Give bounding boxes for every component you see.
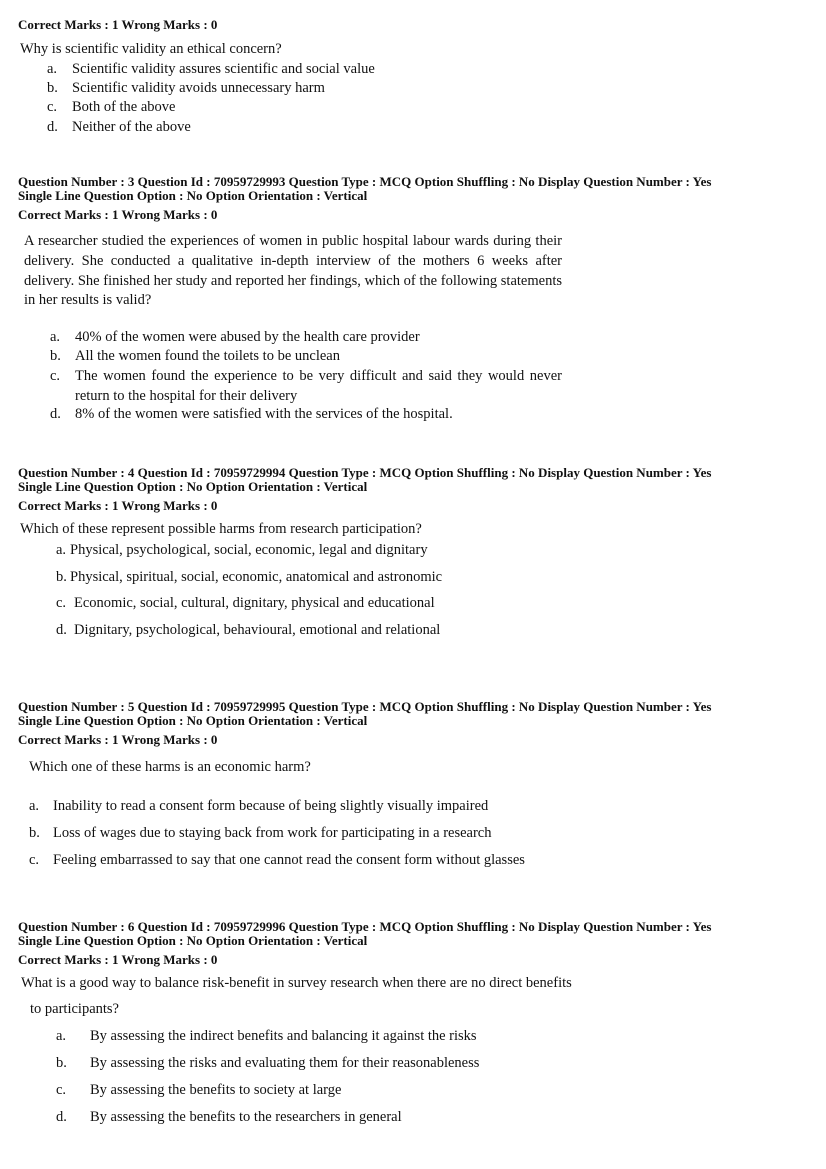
q6-marks: Correct Marks : 1 Wrong Marks : 0 bbox=[18, 952, 218, 967]
q2-option-b[interactable]: b. Scientific validity avoids unnecessary harm bbox=[47, 80, 325, 96]
q6-option-d[interactable]: d. By assessing the benefits to the researchers in general bbox=[56, 1109, 402, 1125]
q5-marks: Correct Marks : 1 Wrong Marks : 0 bbox=[18, 732, 218, 747]
q4-option-d[interactable]: d. Dignitary, psychological, behavioural, emotional and relational bbox=[56, 622, 441, 638]
q6-header-line1: Question Number : 6 Question Id : 70959729996 Question Type : MCQ Option Shuffling : No Display Question Number : Yes bbox=[18, 919, 712, 934]
q6-option-a[interactable]: a. By assessing the indirect benefits and balancing it against the risks bbox=[56, 1028, 477, 1044]
q4-option-b[interactable]: b. Physical, spiritual, social, economic, anatomical and astronomic bbox=[56, 569, 443, 585]
q3-question: A researcher studied the experiences of women in public hospital labour wards during their delivery. She conducted a qualitative in-depth interview of the mothers 6 weeks after delivery. She finished her study and reported her findings, which of the following statements in her results is valid? bbox=[24, 233, 562, 309]
q3-option-b[interactable]: b. All the women found the toilets to be unclean bbox=[50, 348, 340, 364]
q2-option-a[interactable]: a. Scientific validity assures scientific and social value bbox=[47, 61, 375, 77]
q6-header-line2: Single Line Question Option : No Option Orientation : Vertical bbox=[18, 933, 368, 948]
q5-option-a[interactable]: a. Inability to read a consent form because of being slightly visually impaired bbox=[29, 798, 489, 814]
q4-option-a[interactable]: a. Physical, psychological, social, economic, legal and dignitary bbox=[56, 542, 428, 558]
q2-question: Why is scientific validity an ethical concern? bbox=[20, 41, 282, 57]
q4-marks: Correct Marks : 1 Wrong Marks : 0 bbox=[18, 498, 218, 513]
q6-option-c[interactable]: c. By assessing the benefits to society at large bbox=[56, 1082, 342, 1098]
q5-header-line2: Single Line Question Option : No Option Orientation : Vertical bbox=[18, 713, 368, 728]
q4-header-line1: Question Number : 4 Question Id : 70959729994 Question Type : MCQ Option Shuffling : No Display Question Number : Yes bbox=[18, 465, 712, 480]
q3-option-a[interactable]: a. 40% of the women were abused by the health care provider bbox=[50, 329, 420, 345]
q5-question: Which one of these harms is an economic harm? bbox=[29, 759, 311, 775]
q4-header-line2: Single Line Question Option : No Option Orientation : Vertical bbox=[18, 479, 368, 494]
q5-option-c[interactable]: c. Feeling embarrassed to say that one cannot read the consent form without glasses bbox=[29, 852, 525, 868]
q6-option-b[interactable]: b. By assessing the risks and evaluating them for their reasonableness bbox=[56, 1055, 480, 1071]
q5-header-line1: Question Number : 5 Question Id : 70959729995 Question Type : MCQ Option Shuffling : No Display Question Number : Yes bbox=[18, 699, 712, 714]
q2-option-d[interactable]: d. Neither of the above bbox=[47, 119, 191, 135]
q5-option-b[interactable]: b. Loss of wages due to staying back from work for participating in a research bbox=[29, 825, 492, 841]
q4-question: Which of these represent possible harms from research participation? bbox=[20, 521, 422, 537]
q3-header-line1: Question Number : 3 Question Id : 70959729993 Question Type : MCQ Option Shuffling : No Display Question Number : Yes bbox=[18, 174, 712, 189]
q3-header-line2: Single Line Question Option : No Option Orientation : Vertical bbox=[18, 188, 368, 203]
q3-option-d[interactable]: d. 8% of the women were satisfied with the services of the hospital. bbox=[50, 406, 453, 422]
q6-question-line1: What is a good way to balance risk-benefit in survey research when there are no direct benefits bbox=[21, 975, 572, 991]
q4-option-c[interactable]: c. Economic, social, cultural, dignitary, physical and educational bbox=[56, 595, 435, 611]
q3-marks: Correct Marks : 1 Wrong Marks : 0 bbox=[18, 207, 218, 222]
q2-option-c[interactable]: c. Both of the above bbox=[47, 99, 176, 115]
q6-question-line2: to participants? bbox=[30, 1001, 119, 1017]
q2-marks: Correct Marks : 1 Wrong Marks : 0 bbox=[18, 17, 218, 32]
q3-option-c[interactable]: c. The women found the experience to be very difficult and said they would never return to the hospital for their delivery bbox=[50, 368, 562, 404]
